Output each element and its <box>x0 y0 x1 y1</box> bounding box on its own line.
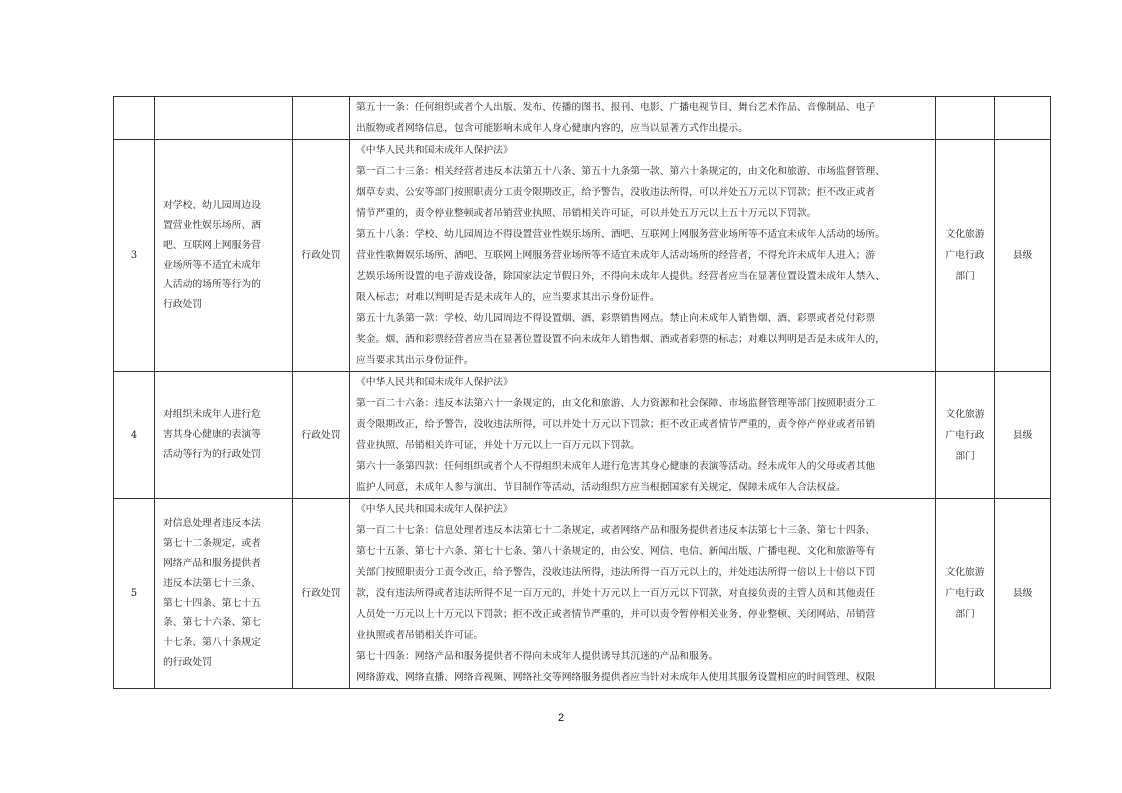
legal-basis-line: 限入标志；对难以判明是否是未成年人的，应当要求其出示身份证件。 <box>356 292 660 303</box>
department-line: 文化旅游 <box>945 408 985 420</box>
department-line: 部门 <box>955 609 975 620</box>
item-name-line: 吧、互联网上网服务营 <box>163 239 261 251</box>
item-name-cell <box>155 372 293 499</box>
legal-basis-line: 业执照或者吊销相关许可证。 <box>356 630 484 641</box>
item-name-line: 第七十四条、第七十五 <box>163 597 261 609</box>
legal-basis-line: 烟草专卖、公安等部门按照职责分工责令限期改正，给予警告，没收违法所得，可以并处五万元以下罚款；拒不改正或者 <box>356 187 876 198</box>
item-name-line: 对信息处理者违反本法 <box>163 518 261 530</box>
penalty-type: 行政处罚 <box>293 499 350 689</box>
legal-basis-line: 出版物或者网络信息，包含可能影响未成年人身心健康内容的，应当以显著方式作出提示。 <box>356 123 748 134</box>
department-line: 部门 <box>955 271 975 282</box>
legal-basis-line: 营业执照、吊销相关许可证，并处十万元以上一百万元以下罚款。 <box>356 440 641 451</box>
table-row <box>114 140 1051 372</box>
row-number: 4 <box>114 372 155 499</box>
department-line: 广电行政 <box>945 429 985 441</box>
table-row <box>114 372 1051 499</box>
item-name-line: 的行政处罚 <box>163 656 212 668</box>
penalty-type <box>293 97 350 140</box>
item-name-line: 置营业性娱乐场所、酒 <box>163 219 261 231</box>
legal-basis-line: 第七十五条、第七十六条、第七十七条、第八十条规定的，由公安、网信、电信、新闻出版、广播电视、文化和旅游等有 <box>356 546 876 557</box>
row-number: 5 <box>114 499 155 689</box>
department-cell <box>936 499 995 689</box>
row-number <box>114 97 155 140</box>
legal-basis-line: 《中华人民共和国未成年人保护法》 <box>356 377 513 388</box>
table-body <box>114 97 1051 689</box>
legal-basis-line: 人员处一万元以上十万元以下罚款；拒不改正或者情节严重的，并可以责令暂停相关业务、停业整顿、关闭网站、吊销营 <box>356 609 876 620</box>
jurisdiction-level: 县级 <box>995 140 1051 372</box>
department-line: 广电行政 <box>945 588 985 599</box>
department-line: 部门 <box>955 450 975 462</box>
legal-basis-line: 第五十九条第一款：学校、幼儿园周边不得设置烟、酒、彩票销售网点。禁止向未成年人销售烟、酒、彩票或者兑付彩票 <box>356 313 876 324</box>
legal-basis-line: 第六十一条第四款：任何组织或者个人不得组织未成年人进行危害其身心健康的表演等活动。经未成年人的父母或者其他 <box>356 461 876 472</box>
legal-basis-line: 监护人同意，未成年人参与演出、节目制作等活动，活动组织方应当根据国家有关规定，保障未成年人合法权益。 <box>356 482 846 493</box>
legal-basis-line: 营业性歌舞娱乐场所、酒吧、互联网上网服务营业场所等不适宜未成年人活动场所的经营者，不得允许未成年人进入；游 <box>356 250 876 261</box>
jurisdiction-level: 县级 <box>995 499 1051 689</box>
department-line: 广电行政 <box>945 250 985 261</box>
legal-basis-line: 第五十一条：任何组织或者个人出版、发布、传播的图书、报刊、电影、广播电视节目、舞台艺术作品、音像制品、电子 <box>356 102 876 113</box>
item-name-line: 行政处罚 <box>163 299 203 311</box>
department-cell <box>936 97 995 140</box>
item-name-line: 违反本法第七十三条、 <box>163 577 261 589</box>
legal-basis-line: 责令限期改正，给予警告，没收违法所得，可以并处十万元以下罚款；拒不改正或者情节严重的，责令停产停业或者吊销 <box>356 419 876 430</box>
legal-basis-line: 应当要求其出示身份证件。 <box>356 355 474 366</box>
legal-basis-line: 款，没有违法所得或者违法所得不足一百万元的，并处十万元以上一百万元以下罚款，对直接负责的主管人员和其他责任 <box>356 588 876 599</box>
legal-basis-line: 关部门按照职责分工责令改正，给予警告，没收违法所得，违法所得一百万元以上的，并处违法所得一倍以上十倍以下罚 <box>356 567 876 578</box>
legal-basis-line: 第七十四条：网络产品和服务提供者不得向未成年人提供诱导其沉迷的产品和服务。 <box>356 651 719 662</box>
item-name-line: 活动等行为的行政处罚 <box>163 448 261 460</box>
item-name-line: 网络产品和服务提供者 <box>163 557 261 569</box>
item-name-line: 业场所等不适宜未成年 <box>163 259 261 271</box>
jurisdiction-level <box>995 97 1051 140</box>
item-name-line: 条、第七十六条、第七 <box>163 617 261 629</box>
item-name-line: 第七十二条规定，或者 <box>163 538 261 550</box>
jurisdiction-level: 县级 <box>995 372 1051 499</box>
page-number: 2 <box>557 712 565 724</box>
legal-basis-line: 奖金。烟、酒和彩票经营者应当在显著位置设置不向未成年人销售烟、酒或者彩票的标志；对难以判明是否是未成年人的， <box>356 334 886 345</box>
legal-basis-line: 《中华人民共和国未成年人保护法》 <box>356 504 513 515</box>
table-row <box>114 97 1051 140</box>
legal-basis-cell <box>350 499 936 689</box>
legal-basis-line: 第一百二十七条：信息处理者违反本法第七十二条规定，或者网络产品和服务提供者违反本法第七十三条、第七十四条、 <box>356 525 876 536</box>
legal-basis-cell <box>350 97 936 140</box>
penalty-table <box>113 96 1051 689</box>
legal-basis-line: 《中华人民共和国未成年人保护法》 <box>356 145 513 156</box>
item-name-line: 十七条、第八十条规定 <box>163 637 261 649</box>
legal-basis-line: 网络游戏、网络直播、网络音视频、网络社交等网络服务提供者应当针对未成年人使用其服务设置相应的时间管理、权限 <box>356 672 876 683</box>
legal-basis-line: 艺娱乐场所设置的电子游戏设备，除国家法定节假日外，不得向未成年人提供。经营者应当在显著位置设置未成年人禁入、 <box>356 271 886 282</box>
item-name-cell <box>155 499 293 689</box>
department-line: 文化旅游 <box>945 229 985 240</box>
legal-basis-cell <box>350 372 936 499</box>
item-name-cell <box>155 97 293 140</box>
row-number: 3 <box>114 140 155 372</box>
legal-basis-line: 第五十八条：学校、幼儿园周边不得设置营业性娱乐场所、酒吧、互联网上网服务营业场所等不适宜未成年人活动的场所。 <box>356 229 886 240</box>
department-cell <box>936 372 995 499</box>
table-row <box>114 499 1051 689</box>
penalty-type: 行政处罚 <box>293 372 350 499</box>
legal-basis-cell <box>350 140 936 372</box>
item-name-line: 害其身心健康的表演等 <box>163 429 261 441</box>
item-name-line: 人活动的场所等行为的 <box>163 279 261 291</box>
item-name-cell <box>155 140 293 372</box>
department-line: 文化旅游 <box>945 567 985 578</box>
item-name-line: 对组织未成年人进行危 <box>163 409 261 421</box>
legal-basis-line: 情节严重的，责令停业整顿或者吊销营业执照、吊销相关许可证，可以并处五万元以上五十万元以下罚款。 <box>356 208 817 219</box>
item-name-line: 对学校、幼儿园周边设 <box>163 200 261 212</box>
penalty-type: 行政处罚 <box>293 140 350 372</box>
department-cell <box>936 140 995 372</box>
legal-basis-line: 第一百二十六条：违反本法第六十一条规定的，由文化和旅游、人力资源和社会保障、市场监督管理等部门按照职责分工 <box>356 398 876 409</box>
legal-basis-line: 第一百二十三条：相关经营者违反本法第五十八条、第五十九条第一款、第六十条规定的，由文化和旅游、市场监督管理、 <box>356 166 886 177</box>
